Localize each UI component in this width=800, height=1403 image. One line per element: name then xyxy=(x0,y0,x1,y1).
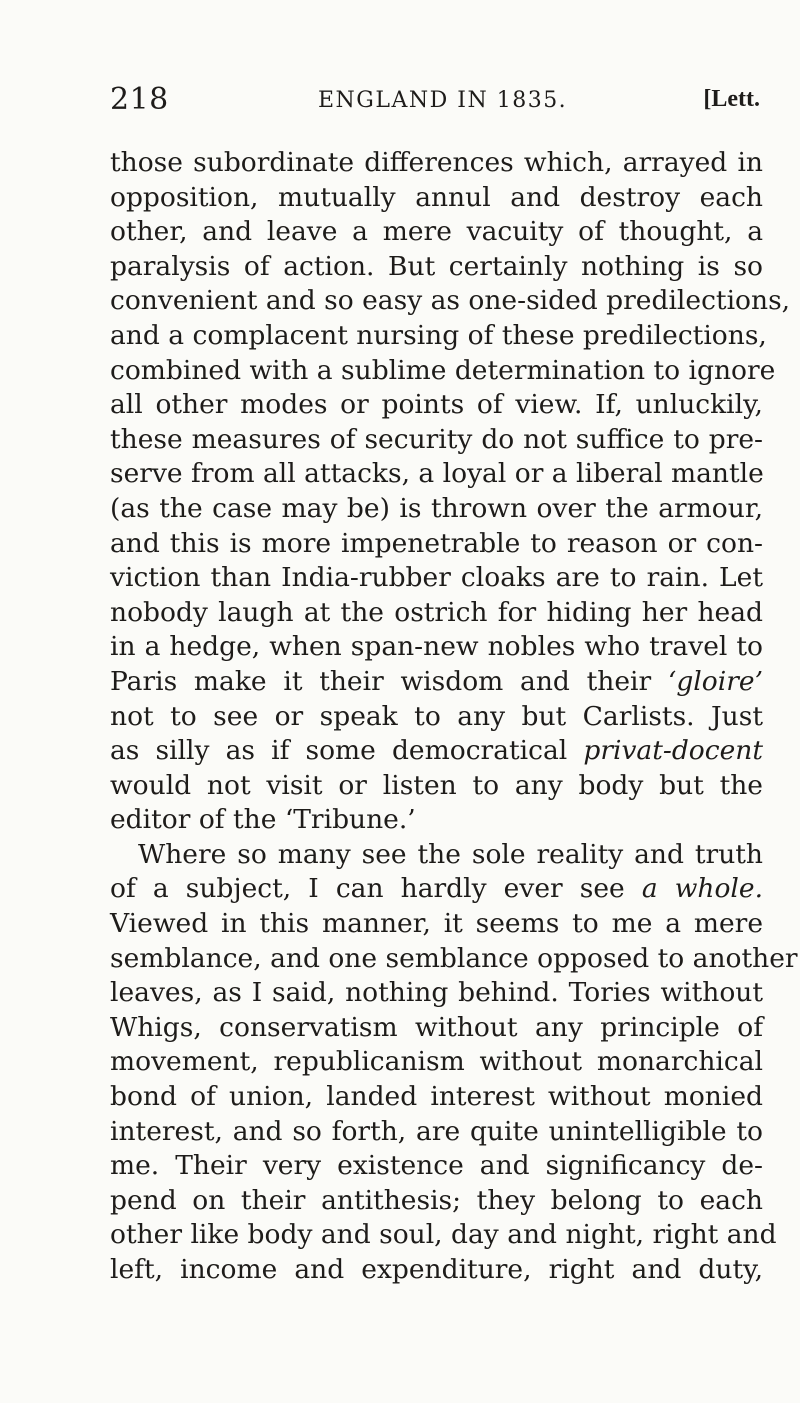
text-line: viction than India-rubber cloaks are to rain. Let xyxy=(110,562,763,594)
italic-word-gloire: ‘gloire’ xyxy=(667,665,763,697)
running-title: ENGLAND IN 1835. xyxy=(318,88,568,113)
text-line: semblance, and one semblance opposed to another xyxy=(110,942,798,974)
italic-word-privat-docent: privat-docent xyxy=(583,735,763,767)
text-line: leaves, as I said, nothing behind. Tories without xyxy=(110,977,763,1009)
text-line: and this is more impenetrable to reason or con- xyxy=(110,527,763,559)
body-text xyxy=(110,146,798,1288)
text-line: Whigs, conservatism without any principle of xyxy=(110,1011,763,1043)
text-line: pend on their antithesis; they belong to each xyxy=(110,1184,763,1216)
text-line xyxy=(110,872,763,907)
section-mark: [Lett. xyxy=(703,86,760,112)
page-number: 218 xyxy=(110,82,169,117)
text-line: those subordinate differences which, arrayed in xyxy=(110,147,763,178)
text-line: convenient and so easy as one-sided predilections, xyxy=(110,285,791,317)
text-line xyxy=(110,665,763,700)
text-line: combined with a sublime determination to ignore xyxy=(110,354,776,386)
text-line: other, and leave a mere vacuity of thought, a xyxy=(110,216,763,248)
text-line: bond of union, landed interest without monied xyxy=(110,1081,763,1113)
text-line: Where so many see the sole reality and truth xyxy=(138,838,763,870)
text-line: these measures of security do not suffice to pre- xyxy=(110,423,763,455)
text-line: serve from all attacks, a loyal or a liberal mantle xyxy=(110,458,764,490)
text-line: me. Their very existence and significancy de- xyxy=(110,1150,763,1182)
text-line: other like body and soul, day and night, right and xyxy=(110,1219,777,1251)
text-line: nobody laugh at the ostrich for hiding her head xyxy=(110,596,763,628)
text-line: and a complacent nursing of these predilections, xyxy=(110,319,767,351)
text-line: would not visit or listen to any body but the xyxy=(110,769,763,801)
text-line: editor of the ‘Tribune.’ xyxy=(110,804,416,836)
text-line xyxy=(110,734,763,769)
text-line: opposition, mutually annul and destroy each xyxy=(110,181,763,213)
text-line: not to see or speak to any but Carlists. Just xyxy=(110,700,763,732)
text-line: movement, republicanism without monarchical xyxy=(110,1046,763,1078)
text-line: in a hedge, when span-new nobles who travel to xyxy=(110,631,763,663)
text-segment: Paris make it their wisdom and their xyxy=(110,665,668,697)
text-line: all other modes or points of view. If, unluckily, xyxy=(110,389,763,421)
text-line: paralysis of action. But certainly nothing is so xyxy=(110,250,763,282)
text-line: Viewed in this manner, it seems to me a mere xyxy=(110,908,763,940)
text-line: left, income and expenditure, right and duty, xyxy=(110,1254,763,1285)
text-line: (as the case may be) is thrown over the armour, xyxy=(110,492,763,524)
text-segment: as silly as if some democratical xyxy=(110,735,584,767)
page-header xyxy=(110,82,760,122)
text-segment: of a subject, I can hardly ever see xyxy=(110,873,642,905)
italic-phrase-a-whole: a whole. xyxy=(641,873,764,905)
text-line: interest, and so forth, are quite unintelligible to xyxy=(110,1115,763,1147)
